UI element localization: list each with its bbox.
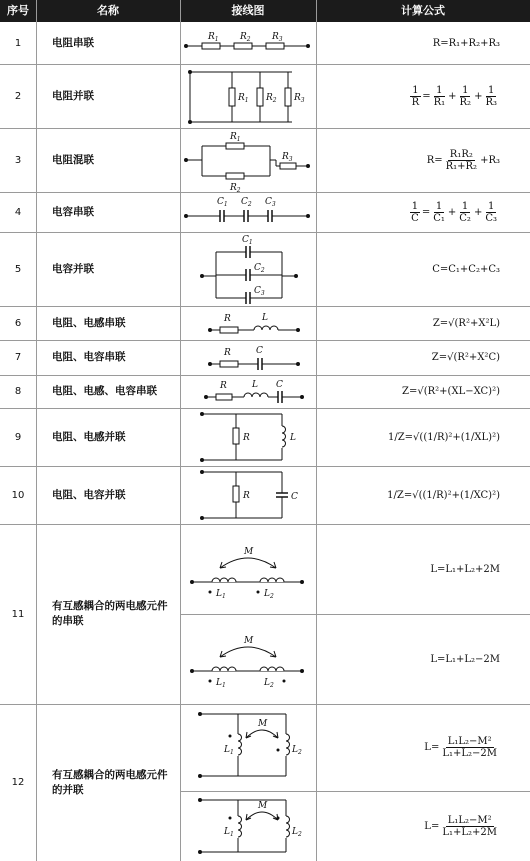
row-index: 6 bbox=[14, 317, 22, 329]
row-formula: Z=√(R²+(XL−XC)²) bbox=[402, 386, 500, 397]
row-index: 7 bbox=[14, 352, 22, 363]
row-formula: 1/Z=√((1/R)²+(1/XL)²) bbox=[388, 431, 500, 443]
svg-text:C1: $C_1$ bbox=[217, 197, 228, 208]
svg-text:L1: $L_1$ bbox=[216, 589, 226, 600]
row-formula: L=L₁+L₂+2M bbox=[430, 563, 500, 575]
row-formula: $\frac{1}{C}$ = $\frac{1}{\text{C₁}}$ + $\frac{1}{\text{C₂}}$ + $\frac{1}{\text{C₃}}$ bbox=[411, 200, 497, 224]
rc-series-diagram bbox=[180, 340, 315, 375]
row-name: 电阻混联 bbox=[52, 153, 94, 166]
table-row bbox=[0, 22, 530, 65]
svg-text:R: R bbox=[224, 314, 231, 324]
row-index: 3 bbox=[14, 154, 22, 166]
table-row bbox=[0, 232, 530, 307]
row-name: 电容并联 bbox=[52, 262, 94, 275]
svg-text:C1: $C_1$ bbox=[242, 235, 253, 246]
rc-parallel-diagram bbox=[180, 466, 315, 524]
svg-text:L1: $L_1$ bbox=[224, 827, 234, 838]
row-formula: L=L₁+L₂−2M bbox=[430, 654, 500, 665]
table-header bbox=[0, 0, 530, 22]
row-name: 有互感耦合的两电感元件的并联 bbox=[52, 768, 168, 796]
row-formula: Z=√(R²+X²L) bbox=[432, 317, 500, 329]
row-index: 5 bbox=[14, 263, 22, 275]
row-name: 电阻、电感并联 bbox=[52, 430, 126, 443]
svg-text:R: R bbox=[243, 491, 250, 501]
svg-text:R: R bbox=[243, 433, 250, 443]
svg-text:L2: $L_2$ bbox=[292, 745, 302, 756]
svg-text:M: M bbox=[258, 801, 268, 811]
svg-text:L1: $L_1$ bbox=[216, 678, 226, 689]
svg-text:C3: $C_3$ bbox=[265, 197, 276, 208]
row-formula: L= $\frac{\text{L₁L₂−M²}}{\text{L₁+L₂+2M}}$ bbox=[424, 815, 497, 838]
svg-text:L1: $L_1$ bbox=[224, 745, 234, 756]
table-row bbox=[0, 524, 530, 705]
row-formula: 1/Z=√((1/R)²+(1/XC)²) bbox=[387, 489, 500, 501]
table-row bbox=[0, 128, 530, 193]
table-row bbox=[0, 466, 530, 525]
row-name: 电阻、电容串联 bbox=[52, 351, 126, 363]
svg-text:C2: $C_2$ bbox=[254, 263, 265, 274]
parallel-capacitor-diagram bbox=[180, 232, 315, 306]
svg-text:M: M bbox=[244, 547, 254, 557]
row-formula: R=R₁+R₂+R₃ bbox=[432, 37, 500, 49]
row-formula: L= $\frac{\text{L₁L₂−M²}}{\text{L₁+L₂−2M}}$ bbox=[424, 736, 497, 759]
table-row bbox=[0, 306, 530, 341]
table-row bbox=[0, 704, 530, 861]
svg-text:C3: $C_3$ bbox=[254, 286, 265, 297]
row-index: 2 bbox=[14, 90, 22, 102]
svg-text:C: C bbox=[276, 380, 283, 390]
row-index: 4 bbox=[14, 206, 22, 218]
svg-text:R: R bbox=[220, 381, 227, 391]
svg-text:C2: $C_2$ bbox=[241, 197, 252, 208]
row-name: 电阻串联 bbox=[52, 36, 94, 49]
svg-text:R3: $R_3$ bbox=[282, 152, 293, 163]
row-index: 9 bbox=[14, 431, 22, 443]
table-row bbox=[0, 375, 530, 409]
row-name: 电容串联 bbox=[52, 205, 94, 218]
mutual-series-aiding-diagram bbox=[180, 524, 315, 614]
row-name: 电阻并联 bbox=[52, 89, 94, 102]
row-index: 8 bbox=[14, 386, 22, 397]
series-resistor-diagram bbox=[180, 22, 315, 64]
mutual-series-opposing-diagram bbox=[180, 615, 315, 704]
svg-text:L: L bbox=[262, 313, 268, 323]
svg-text:C: C bbox=[256, 346, 263, 356]
row-index: 1 bbox=[14, 37, 22, 49]
row-index: 10 bbox=[11, 489, 25, 501]
row-name: 电阻、电容并联 bbox=[52, 488, 126, 501]
svg-text:M: M bbox=[258, 719, 268, 729]
rlc-series-diagram bbox=[180, 375, 315, 408]
mixed-resistor-diagram bbox=[180, 128, 315, 192]
table-row bbox=[0, 340, 530, 376]
row-index: 12 bbox=[11, 777, 25, 788]
svg-text:L2: $L_2$ bbox=[264, 589, 274, 600]
svg-text:L: L bbox=[290, 433, 296, 443]
rl-parallel-diagram bbox=[180, 408, 315, 466]
svg-text:R3: $R_3$ bbox=[272, 32, 283, 43]
svg-text:M: M bbox=[244, 636, 254, 646]
table-row bbox=[0, 64, 530, 129]
svg-text:R1: $R_1$ bbox=[238, 93, 249, 104]
svg-text:R3: $R_3$ bbox=[294, 93, 305, 104]
table-row bbox=[0, 192, 530, 233]
row-name: 电阻、电感、电容串联 bbox=[52, 385, 157, 397]
svg-text:L: L bbox=[252, 380, 258, 390]
header-diagram: 接线图 bbox=[231, 4, 265, 17]
table-row bbox=[0, 408, 530, 467]
header-name: 名称 bbox=[97, 4, 119, 17]
svg-text:C: C bbox=[291, 492, 298, 502]
row-name: 电阻、电感串联 bbox=[52, 316, 126, 329]
row-formula: Z=√(R²+X²C) bbox=[431, 352, 500, 363]
rl-series-diagram bbox=[180, 306, 315, 340]
svg-text:R1: $R_1$ bbox=[208, 32, 219, 43]
row-name: 有互感耦合的两电感元件的串联 bbox=[52, 600, 168, 627]
svg-text:R2: $R_2$ bbox=[266, 93, 277, 104]
row-formula: C=C₁+C₂+C₃ bbox=[432, 263, 500, 275]
svg-text:L2: $L_2$ bbox=[292, 827, 302, 838]
parallel-resistor-diagram bbox=[180, 64, 315, 128]
header-formula: 计算公式 bbox=[401, 4, 445, 17]
svg-text:R2: $R_2$ bbox=[230, 183, 241, 192]
header-index: 序号 bbox=[7, 4, 29, 17]
series-capacitor-diagram bbox=[180, 192, 315, 232]
row-formula: $\frac{1}{R}$ = $\frac{1}{\text{R₁}}$ + $\frac{1}{\text{R₂}}$ + $\frac{1}{\text{R₃}}$ bbox=[411, 84, 497, 108]
row-formula: R= $\frac{\text{R₁R₂}}{\text{R₁+R₂}}$ +R₃ bbox=[426, 148, 500, 172]
svg-text:R2: $R_2$ bbox=[240, 32, 251, 43]
mutual-parallel-opposing-diagram bbox=[180, 792, 315, 861]
mutual-parallel-aiding-diagram bbox=[180, 704, 315, 791]
svg-text:R1: $R_1$ bbox=[230, 132, 241, 143]
row-index: 11 bbox=[11, 608, 25, 620]
svg-text:L2: $L_2$ bbox=[264, 678, 274, 689]
svg-text:R: R bbox=[224, 348, 231, 358]
